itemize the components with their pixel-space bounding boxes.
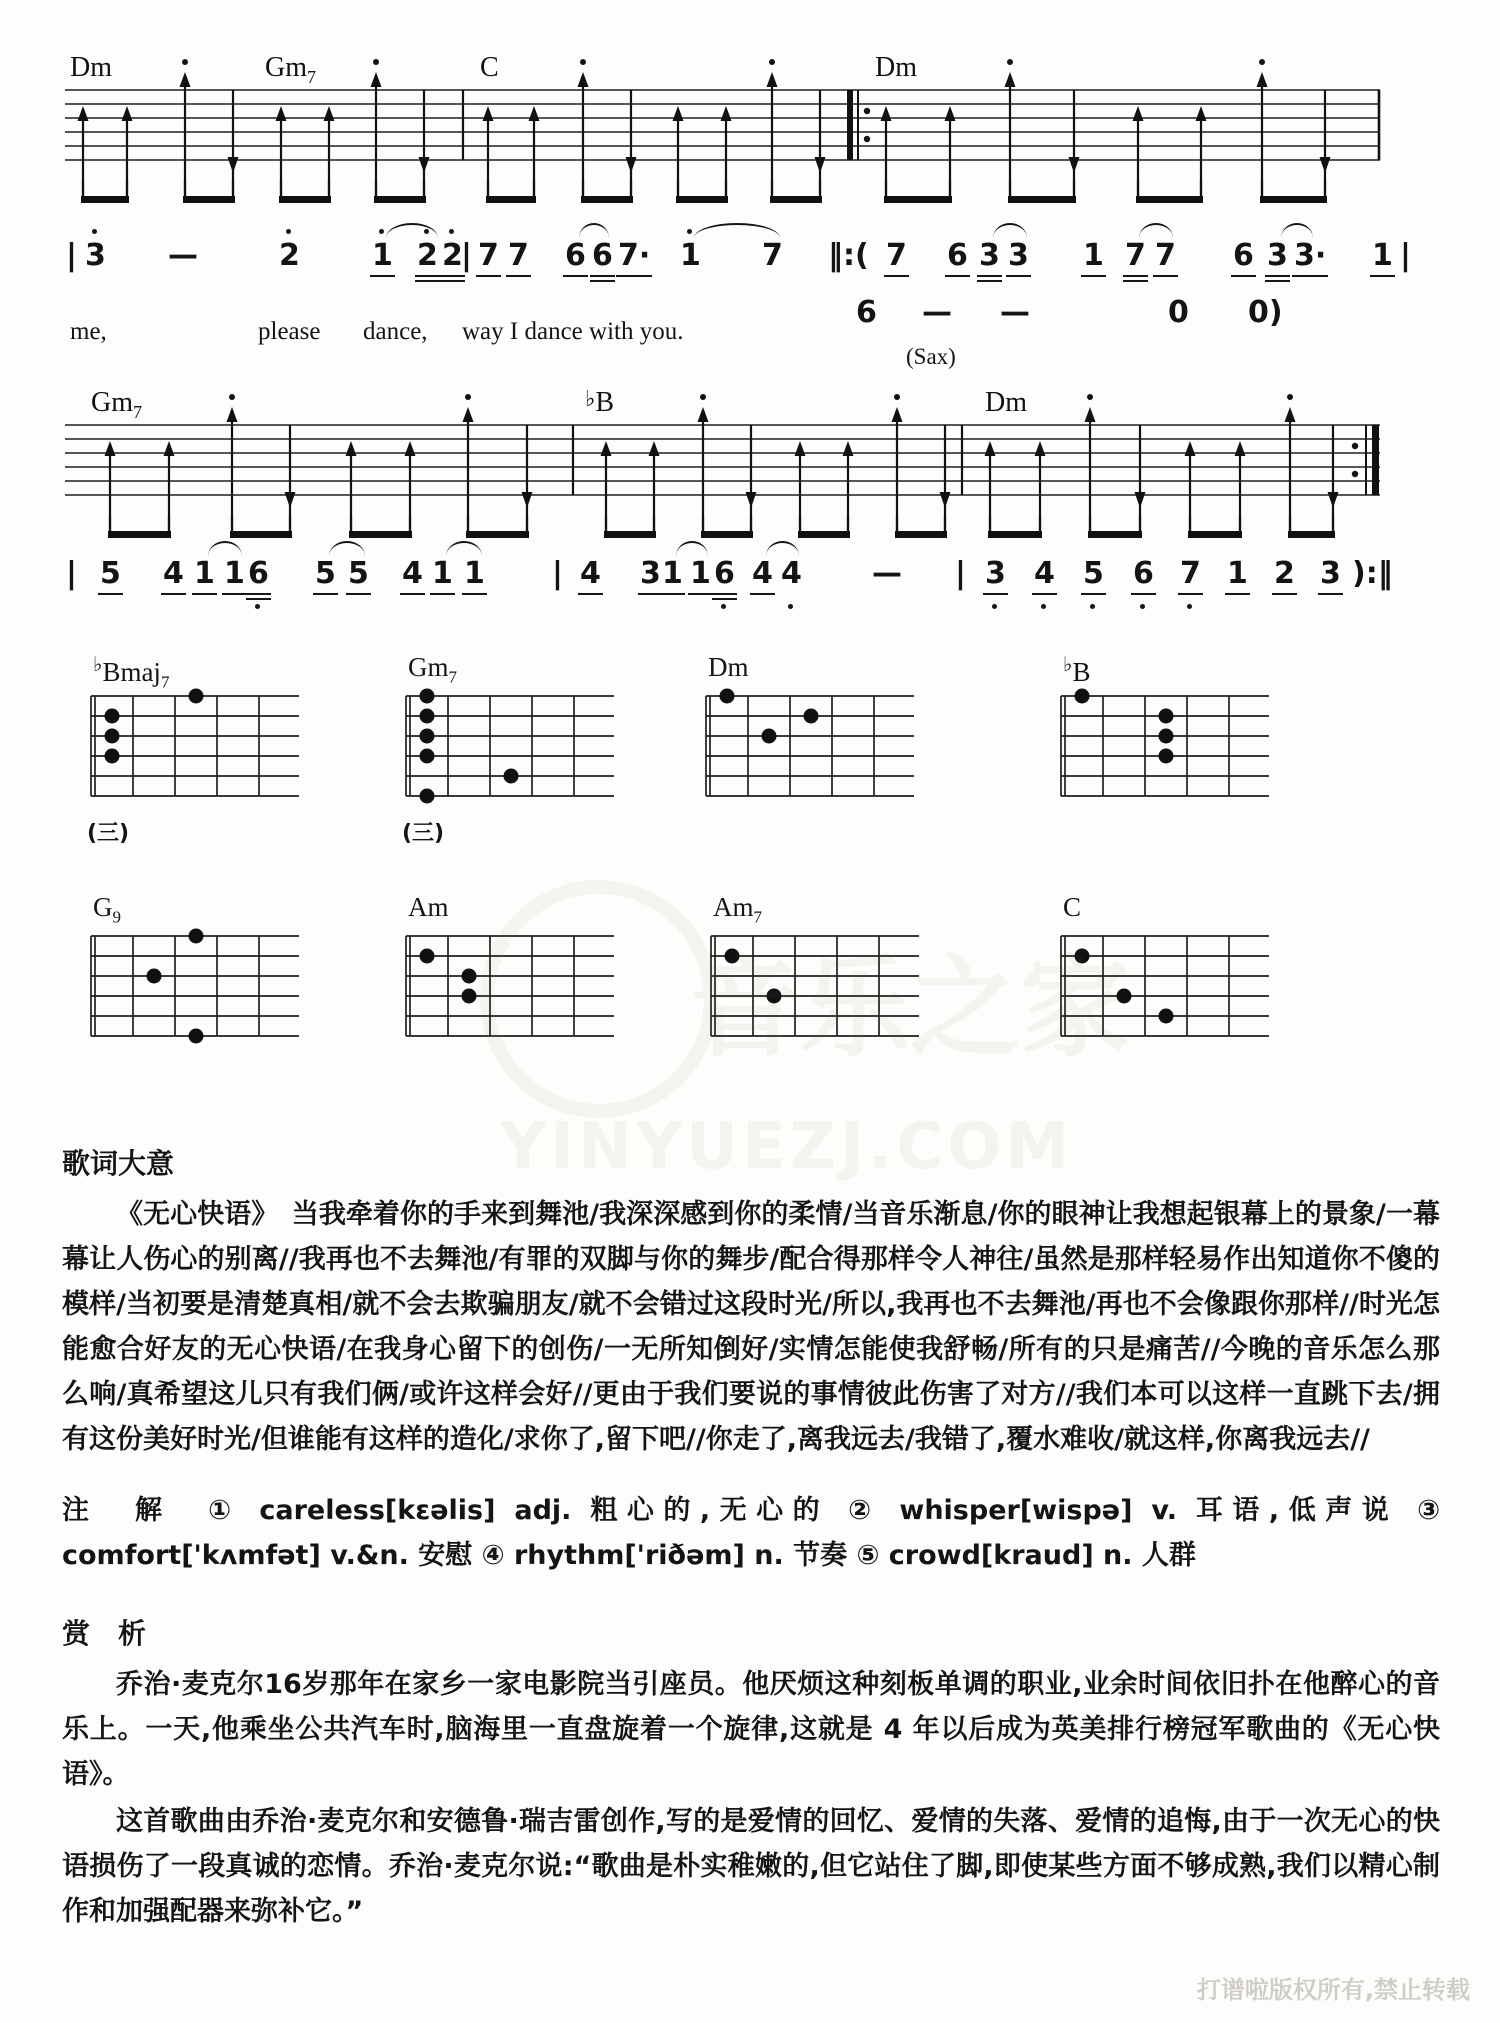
jianpu-note: |	[552, 556, 563, 591]
chord-label: $Am_7$	[713, 892, 762, 927]
jianpu-note: 6	[592, 238, 613, 273]
position-caption: (三)	[87, 821, 130, 846]
jianpu-note: 7	[508, 238, 529, 273]
chord-label: ♭Bmaj$_7$	[93, 654, 170, 692]
notes-title: 注 解	[62, 1495, 172, 1526]
svg-text:Dm: Dm	[875, 52, 917, 83]
jianpu-note: 0)	[1248, 295, 1283, 330]
jianpu-note: 1	[1083, 238, 1104, 273]
chord-diagram-bBmaj7	[85, 652, 315, 847]
jianpu-note: 1	[464, 556, 485, 591]
jianpu-note: 4	[1034, 556, 1055, 591]
chord-diagram-Dm	[700, 652, 930, 808]
strum-staff-svg	[65, 50, 1395, 215]
lyric-word: dance,	[363, 318, 428, 345]
jianpu-note: 4	[580, 556, 601, 591]
jianpu-note: 7	[886, 238, 907, 273]
jianpu-note: 5	[315, 556, 336, 591]
jianpu-note: 2	[1274, 556, 1295, 591]
watermark-cn-text: 音乐之家	[690, 944, 1130, 1072]
chord-label: $Gm_7$	[408, 652, 457, 687]
jianpu-line-2	[0, 556, 1500, 626]
jianpu-note: 1	[372, 238, 393, 273]
jianpu-note: 1	[1227, 556, 1248, 591]
svg-text:Gm7: $Gm_7$	[91, 387, 142, 422]
chord-label: Dm	[708, 652, 749, 682]
chord-grid-svg	[700, 686, 920, 804]
watermark-url-text: YINYUEZJ.COM	[500, 1110, 1074, 1184]
chord-grid-svg	[705, 926, 925, 1044]
lyric-word: way I dance with you.	[462, 318, 684, 345]
corner-watermark: 打谱啦版权所有,禁止转载	[1196, 1976, 1470, 2004]
chord-diagram-bB	[1055, 652, 1285, 808]
jianpu-note: 7	[1125, 238, 1146, 273]
chord-grid-row-1	[0, 652, 1500, 862]
jianpu-note: —	[1000, 295, 1030, 330]
jianpu-note: 6	[714, 556, 735, 591]
chord-grid-svg	[85, 926, 305, 1044]
chord-grid-svg	[400, 686, 620, 804]
jianpu-note: 2	[442, 238, 463, 273]
lyric-word: please	[258, 318, 321, 345]
text-sections	[62, 1142, 1440, 1936]
chord-grid-svg	[1055, 686, 1275, 804]
jianpu-note: 2	[279, 238, 300, 273]
jianpu-note: 3	[640, 556, 661, 591]
jianpu-note: |	[461, 238, 472, 273]
chord-label: C	[1063, 892, 1082, 922]
chord-label: ♭B	[1063, 654, 1091, 687]
strum-staff-2	[65, 385, 1395, 555]
chord-label: $G_9$	[93, 892, 121, 927]
chord-grid-row-2	[0, 892, 1500, 1102]
svg-text:Gm7: $Gm_7$	[265, 52, 316, 87]
jianpu-note: 4	[163, 556, 184, 591]
jianpu-note: 3	[1008, 238, 1029, 273]
jianpu-note: 7	[762, 238, 783, 273]
jianpu-note: 4	[752, 556, 773, 591]
chord-label: Am	[408, 892, 449, 922]
jianpu-note: ):‖	[1352, 556, 1393, 591]
jianpu-note: 5	[348, 556, 369, 591]
jianpu-note: 7	[1180, 556, 1201, 591]
jianpu-note: |	[66, 556, 77, 591]
jianpu-note: 1	[224, 556, 245, 591]
chord-grid-svg	[400, 926, 620, 1044]
strum-staff-svg	[65, 385, 1395, 550]
svg-text:Dm: Dm	[70, 52, 112, 83]
chord-grid-svg	[1055, 926, 1275, 1044]
analysis-paragraph-2: 这首歌曲由乔治·麦克尔和安德鲁·瑞吉雷创作,写的是爱情的回忆、爱情的失落、爱情的追悔,由于一次无心的快语损伤了一段真诚的恋情。乔治·麦克尔说:“歌曲是朴实稚嫩的,但它站住了脚,即使某些方面不够成熟,我们以精心制作和加强配器来弥补它。”	[62, 1806, 1440, 1927]
jianpu-note: 1	[690, 556, 711, 591]
analysis-section	[62, 1662, 1440, 1934]
chord-diagram-C	[1055, 892, 1285, 1048]
jianpu-note: 1	[432, 556, 453, 591]
jianpu-note: 1	[194, 556, 215, 591]
position-caption: (三)	[402, 821, 445, 846]
jianpu-note: 3	[985, 556, 1006, 591]
jianpu-note: 6	[565, 238, 586, 273]
jianpu-note: 1	[1372, 238, 1393, 273]
strum-staff-1	[65, 50, 1395, 220]
jianpu-note: ‖:(	[828, 238, 869, 273]
jianpu-note: 3	[1267, 238, 1288, 273]
jianpu-note: 7	[1155, 238, 1176, 273]
sax-label: (Sax)	[906, 344, 956, 369]
jianpu-note: 6	[1133, 556, 1154, 591]
lyrics-meaning-title: 歌词大意	[62, 1147, 175, 1180]
jianpu-note: 2	[417, 238, 438, 273]
chord-diagram-Am	[400, 892, 630, 1048]
lyric-word: me,	[70, 318, 107, 345]
jianpu-note: 5	[100, 556, 121, 591]
jianpu-note: —	[168, 238, 198, 273]
jianpu-note: 4	[781, 556, 802, 591]
jianpu-note: 1	[662, 556, 683, 591]
jianpu-note: 5	[1083, 556, 1104, 591]
chord-diagram-Gm7	[400, 652, 630, 847]
jianpu-note: 0	[1168, 295, 1189, 330]
chord-diagram-G9	[85, 892, 315, 1048]
jianpu-note: 7	[478, 238, 499, 273]
jianpu-note: —	[922, 295, 952, 330]
svg-text:C: C	[480, 52, 499, 83]
chord-grid-svg	[85, 686, 305, 804]
jianpu-line-1	[0, 238, 1500, 368]
jianpu-note: 1	[680, 238, 701, 273]
svg-text:Dm: Dm	[985, 387, 1027, 418]
jianpu-note: 6	[1233, 238, 1254, 273]
jianpu-note: 6	[248, 556, 269, 591]
jianpu-note: 3	[1320, 556, 1341, 591]
jianpu-note: 4	[402, 556, 423, 591]
jianpu-note: —	[872, 556, 902, 591]
analysis-title: 赏 析	[62, 1617, 147, 1650]
analysis-paragraph-1: 乔治·麦克尔16岁那年在家乡一家电影院当引座员。他厌烦这种刻板单调的职业,业余时间依旧扑在他醉心的音乐上。一天,他乘坐公共汽车时,脑海里一直盘旋着一个旋律,这就是 4 年以后成为英美排行榜冠军歌曲的《无心快语》。	[62, 1669, 1440, 1790]
notes-body: ① careless[kɛəlis] adj. 粗心的,无心的 ② whisper[wispə] v. 耳语,低声说 ③ comfort['kʌmfət] v.&n. 安慰 ④ rhythm['riðəm] n. 节奏 ⑤ crowd[kraud] n. 人群	[62, 1495, 1441, 1571]
chord-diagram-Am7	[705, 892, 935, 1048]
jianpu-note: 3	[85, 238, 106, 273]
jianpu-note: 6	[856, 295, 877, 330]
svg-text:♭B: ♭B	[585, 386, 615, 418]
jianpu-note: 7·	[618, 238, 650, 273]
notes-paragraph	[62, 1488, 1440, 1578]
jianpu-note: 6	[947, 238, 968, 273]
jianpu-note: |	[955, 556, 966, 591]
jianpu-note: 3	[979, 238, 1000, 273]
jianpu-note: |	[66, 238, 77, 273]
jianpu-note: |	[1400, 238, 1411, 273]
lyrics-meaning-body: 《无心快语》 当我牵着你的手来到舞池/我深深感到你的柔情/当音乐渐息/你的眼神让我想起银幕上的景象/一幕幕让人伤心的别离//我再也不去舞池/有罪的双脚与你的舞步/配合得那样令人神往/虽然是那样轻易作出知道你不傻的模样/当初要是清楚真相/就不会去欺骗朋友/就不会错过这段时光/所以,我再也不去舞池/再也不会像跟你那样//时光怎能愈合好友的无心快语/在我身心留下的创伤/一无所知倒好/实情怎能使我舒畅/所有的只是痛苦//今晚的音乐怎么那么响/真希望这儿只有我们俩/或许这样会好//更由于我们要说的事情彼此伤害了对方//我们本可以这样一直跳下去/拥有这份美好时光/但谁能有这样的造化/求你了,留下吧//你走了,离我远去/我错了,覆水难收/就这样,你离我远去//	[62, 1199, 1440, 1455]
jianpu-note: 3·	[1294, 238, 1326, 273]
